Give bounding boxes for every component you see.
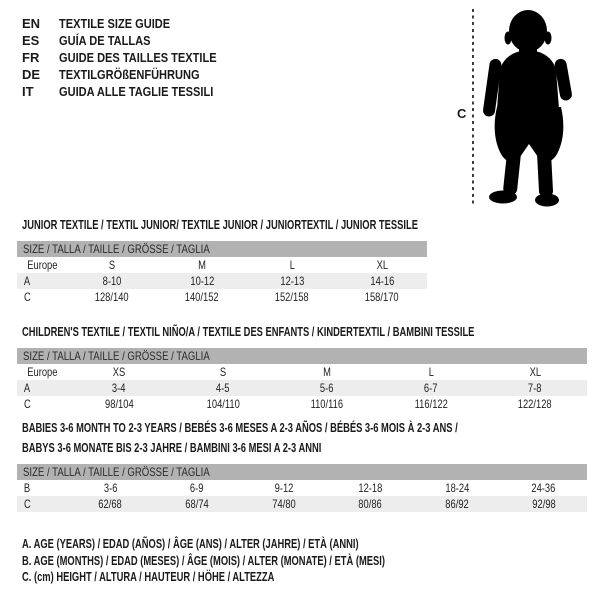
language-code: EN xyxy=(22,16,41,31)
table-section-babies xyxy=(17,418,587,512)
table-cell xyxy=(483,396,587,412)
table-cell xyxy=(327,480,414,496)
row-label xyxy=(17,257,67,273)
table-cell xyxy=(500,496,587,512)
language-title: GUÍA DE TALLAS xyxy=(59,33,151,48)
note-text: A. AGE (YEARS) / EDAD (AÑOS) / ÂGE (ANS) / ALTER (JAHRE) / ETÀ (ANNI) xyxy=(22,536,359,551)
table-cell xyxy=(157,273,247,289)
cell-text: 4-5 xyxy=(216,381,230,395)
row-label-text: C xyxy=(23,397,31,411)
table-row xyxy=(17,396,587,412)
table-cell xyxy=(379,396,483,412)
table-cell xyxy=(67,273,157,289)
note-line xyxy=(22,569,526,586)
language-row xyxy=(22,32,244,49)
language-title: TEXTILGRÖßENFÜHRUNG xyxy=(59,67,200,82)
table-cell xyxy=(379,364,483,380)
table-cell xyxy=(379,380,483,396)
height-dashed-line xyxy=(472,9,474,205)
cell-text: 152/158 xyxy=(275,290,309,304)
table-cell xyxy=(247,289,337,305)
cell-text: 80/86 xyxy=(358,497,383,511)
size-header-bar xyxy=(17,348,587,364)
table-row xyxy=(17,273,427,289)
cell-text: 10-12 xyxy=(190,274,214,288)
table-cell xyxy=(327,496,414,512)
cell-text: 18-24 xyxy=(445,481,469,495)
table-cell xyxy=(67,289,157,305)
language-code: FR xyxy=(22,50,40,65)
table-cell xyxy=(483,364,587,380)
row-label-text: C xyxy=(23,497,31,511)
row-label-text: B xyxy=(23,481,31,495)
table-title xyxy=(17,215,427,235)
table-cell xyxy=(500,480,587,496)
cell-text: S xyxy=(219,365,227,379)
table-cell xyxy=(157,257,247,273)
table-title-text: BABYS 3-6 MONATE BIS 2-3 JAHRE / BAMBINI 3-6 MESI A 2-3 ANNI xyxy=(22,440,322,455)
row-label xyxy=(17,364,67,380)
row-label-text: C xyxy=(23,290,31,304)
row-label-text: Europe xyxy=(27,365,58,379)
cell-text: 122/128 xyxy=(518,397,552,411)
size-header-bar xyxy=(17,464,587,480)
table-title-text: JUNIOR TEXTILE / TEXTIL JUNIOR/ TEXTILE JUNIOR / JUNIORTEXTIL / JUNIOR TESSILE xyxy=(22,217,418,232)
cell-text: 24-36 xyxy=(531,481,556,495)
table-row xyxy=(17,364,587,380)
size-header-text: SIZE / TALLA / TAILLE / GRÖSSE / TAGLIA xyxy=(23,465,210,479)
row-label-text: A xyxy=(23,381,31,395)
baby-foot-left xyxy=(489,191,517,204)
language-list xyxy=(22,15,244,100)
row-label xyxy=(17,496,67,512)
table-title xyxy=(17,418,587,438)
height-label: C xyxy=(457,106,467,121)
cell-text: 140/152 xyxy=(185,290,219,304)
row-label-text: A xyxy=(23,274,31,288)
table-cell xyxy=(414,480,501,496)
table-cell xyxy=(240,496,327,512)
cell-text: S xyxy=(108,258,116,272)
table-cell xyxy=(171,396,275,412)
cell-text: XL xyxy=(529,365,541,379)
language-code: IT xyxy=(22,84,34,99)
row-label xyxy=(17,289,67,305)
table-cell xyxy=(275,364,379,380)
table-cell xyxy=(157,289,247,305)
baby-ear-left xyxy=(505,32,512,45)
table-cell xyxy=(171,364,275,380)
row-label xyxy=(17,480,67,496)
language-row xyxy=(22,49,244,66)
table-row xyxy=(17,496,587,512)
table-section-junior xyxy=(17,215,427,305)
cell-text: 12-13 xyxy=(280,274,304,288)
table-cell xyxy=(67,396,171,412)
table-cell xyxy=(337,273,427,289)
table-cell xyxy=(154,480,241,496)
size-header-bar xyxy=(17,241,427,257)
language-code: ES xyxy=(22,33,40,48)
table-cell xyxy=(171,380,275,396)
table-cell xyxy=(67,380,171,396)
table-cell xyxy=(337,257,427,273)
language-row xyxy=(22,83,244,100)
cell-text: L xyxy=(428,365,434,379)
table-title-text: CHILDREN'S TEXTILE / TEXTIL NIÑO/A / TEXTILE DES ENFANTS / KINDERTEXTIL / BAMBINI TESSILE xyxy=(22,324,475,339)
table-cell xyxy=(67,496,154,512)
size-header-text: SIZE / TALLA / TAILLE / GRÖSSE / TAGLIA xyxy=(23,242,210,256)
cell-text: 128/140 xyxy=(95,290,129,304)
cell-text: 7-8 xyxy=(528,381,542,395)
language-code: DE xyxy=(22,67,41,82)
baby-leg-right xyxy=(537,149,553,198)
baby-ear-right xyxy=(545,32,552,45)
cell-text: XS xyxy=(112,365,126,379)
cell-text: 6-9 xyxy=(190,481,204,495)
table-cell xyxy=(154,496,241,512)
table-title xyxy=(17,438,587,458)
language-row xyxy=(22,66,244,83)
cell-text: 12-18 xyxy=(358,481,383,495)
footnotes xyxy=(22,536,526,586)
table-cell xyxy=(275,380,379,396)
table-row xyxy=(17,380,587,396)
row-label xyxy=(17,380,67,396)
table-row xyxy=(17,480,587,496)
table-cell xyxy=(67,480,154,496)
cell-text: 68/74 xyxy=(185,497,209,511)
cell-text: 92/98 xyxy=(531,497,556,511)
size-header-text: SIZE / TALLA / TAILLE / GRÖSSE / TAGLIA xyxy=(23,349,210,363)
cell-text: 86/92 xyxy=(445,497,469,511)
cell-text: 98/104 xyxy=(104,397,134,411)
table-cell xyxy=(67,257,157,273)
table-cell xyxy=(337,289,427,305)
table-row xyxy=(17,257,427,273)
table-cell xyxy=(275,396,379,412)
table-section-children xyxy=(17,322,587,412)
row-label-text: Europe xyxy=(27,258,58,272)
language-title: TEXTILE SIZE GUIDE xyxy=(59,16,171,31)
table-cell xyxy=(67,364,171,380)
table-cell xyxy=(247,257,337,273)
cell-text: 14-16 xyxy=(370,274,394,288)
cell-text: 62/68 xyxy=(98,497,123,511)
table-cell xyxy=(247,273,337,289)
cell-text: 104/110 xyxy=(206,397,240,411)
row-label xyxy=(17,396,67,412)
cell-text: 116/122 xyxy=(414,397,448,411)
cell-text: 9-12 xyxy=(274,481,294,495)
language-title: GUIDE DES TAILLES TEXTILE xyxy=(59,50,217,65)
table-cell xyxy=(483,380,587,396)
cell-text: 6-7 xyxy=(424,381,438,395)
baby-foot-right xyxy=(535,194,559,207)
cell-text: 3-6 xyxy=(103,481,118,495)
cell-text: M xyxy=(323,365,331,379)
cell-text: XL xyxy=(376,258,388,272)
language-title: GUIDA ALLE TAGLIE TESSILI xyxy=(59,84,214,99)
cell-text: 158/170 xyxy=(365,290,399,304)
note-line xyxy=(22,553,526,570)
note-line xyxy=(22,536,526,553)
baby-shorts xyxy=(495,107,564,162)
toddler-silhouette xyxy=(483,7,575,207)
note-text: B. AGE (MONTHS) / EDAD (MESES) / ÂGE (MOIS) / ALTER (MONATE) / ETÀ (MESI) xyxy=(22,552,385,568)
table-title-text: BABIES 3-6 MONTH TO 2-3 YEARS / BEBÉS 3-6 MESES A 2-3 AÑOS / BÉBÉS 3-6 MOIS À 2-3 ANS / xyxy=(22,420,458,435)
cell-text: 3-4 xyxy=(112,381,126,395)
table-row xyxy=(17,289,427,305)
cell-text: 110/116 xyxy=(310,397,344,411)
cell-text: L xyxy=(289,258,295,272)
note-text: C. (cm) HEIGHT / ALTURA / HAUTEUR / HÖHE / ALTEZZA xyxy=(22,569,275,584)
row-label xyxy=(17,273,67,289)
table-cell xyxy=(414,496,501,512)
table-cell xyxy=(240,480,327,496)
table-title xyxy=(17,322,587,342)
cell-text: 5-6 xyxy=(320,381,334,395)
language-row xyxy=(22,15,244,32)
cell-text: M xyxy=(198,258,206,272)
cell-text: 8-10 xyxy=(102,274,122,288)
cell-text: 74/80 xyxy=(271,497,296,511)
